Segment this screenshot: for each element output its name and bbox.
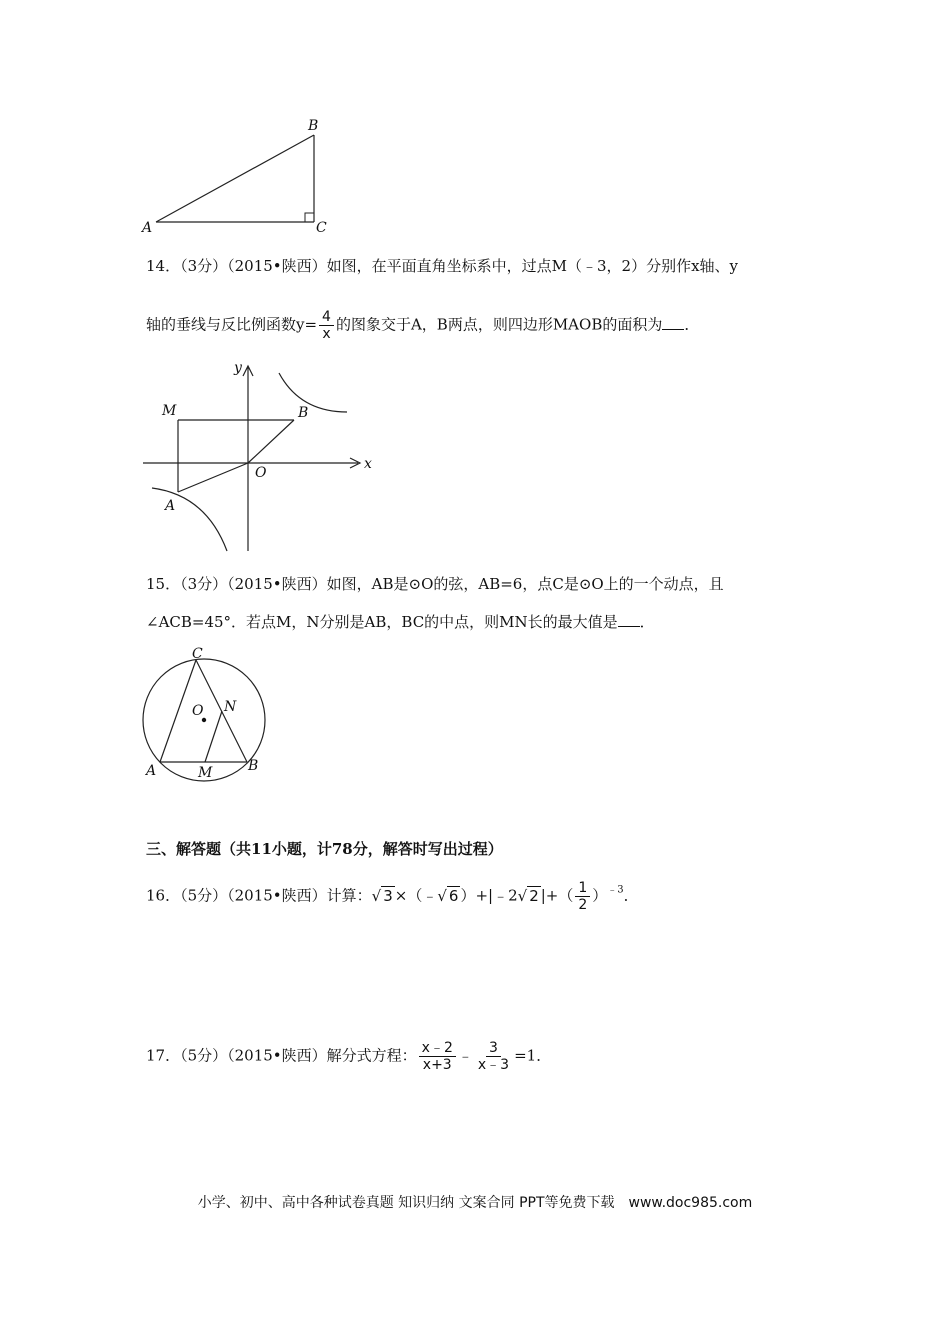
fig14-label-o: O: [255, 465, 267, 481]
q17-fraction-1: [419, 1040, 456, 1073]
section-three-title: 三、解答题（共11小题，计78分，解答时写出过程）: [146, 840, 503, 858]
q14-frac-den: x: [322, 326, 331, 342]
fig15-label-b: B: [248, 758, 259, 774]
q16-fraction: [575, 880, 590, 913]
q17-frac2-den: x﹣3: [477, 1057, 510, 1073]
fig14-label-m: M: [162, 403, 177, 419]
q16-mid3: |+（: [540, 886, 574, 905]
q14-frac-num: 4: [319, 309, 334, 326]
fig13-label-c: C: [316, 220, 327, 236]
q15-line1: 15．（3分）（2015•陕西）如图，AB是⊙O的弦，AB=6，点C是⊙O上的一个动点，且: [146, 575, 724, 593]
q17-frac2-num: 3: [486, 1040, 501, 1057]
fig15-label-c: C: [192, 646, 203, 662]
segment-ca: [160, 660, 196, 762]
q17-minus: ﹣: [457, 1046, 473, 1065]
q16-prefix: 16．（5分）（2015•陕西）计算：: [146, 886, 372, 905]
segment-mn: [205, 711, 222, 762]
q16-end: ．: [623, 886, 639, 905]
q16-rad1: 3: [383, 886, 393, 905]
q17-frac1-den: x+3: [422, 1057, 452, 1073]
q14-line1: 14．（3分）（2015•陕西）如图，在平面直角坐标系中，过点M（﹣3，2）分别作x轴、y: [146, 257, 739, 275]
q16-sqrt-3: √ 3: [371, 886, 393, 905]
q16-frac-den: 2: [578, 897, 588, 913]
q16-mid1: ×（﹣: [394, 886, 438, 905]
q17-line: [146, 1040, 551, 1073]
q14-line2-end: ．: [684, 315, 700, 334]
page-footer: 小学、初中、高中各种试卷真题 知识归纳 文案合同 PPT等免费下载 www.doc985.com: [197, 1195, 753, 1211]
fig15-label-m: M: [198, 765, 213, 781]
fig14-label-y: y: [234, 360, 242, 376]
fig14-label-b: B: [298, 405, 309, 421]
q14-line2-after: 的图象交于A，B两点，则四边形MAOB的面积为: [335, 315, 663, 334]
q16-rad2: 6: [448, 886, 459, 905]
q15-line2-text: ∠ACB=45°．若点M，N分别是AB，BC的中点，则MN长的最大值是: [146, 613, 618, 631]
fig14-label-x: x: [364, 456, 372, 472]
fig15-label-o: O: [192, 703, 204, 719]
q15-line2-end: ．: [639, 613, 655, 631]
q17-prefix: 17．（5分）（2015•陕西）解分式方程：: [146, 1046, 417, 1065]
q17-fraction-2: [475, 1040, 512, 1073]
q17-end: =1．: [514, 1046, 552, 1065]
q16-rad3: 2: [529, 886, 539, 905]
fig15-label-n: N: [224, 699, 237, 715]
q16-sqrt-2: √ 2: [517, 886, 539, 905]
q16-mid2: ）+|﹣2: [460, 886, 518, 905]
q16-mid4: ）: [592, 886, 608, 905]
q16-sqrt-6: √ 6: [437, 886, 459, 905]
q16-line: [146, 880, 639, 913]
q17-frac1-num: x﹣2: [419, 1040, 456, 1057]
q16-frac-num: 1: [575, 880, 590, 897]
q16-exponent: ﹣3: [607, 884, 624, 896]
q14-line2-before: 轴的垂线与反比例函数y=: [146, 315, 318, 334]
fig13-label-b: B: [308, 118, 319, 134]
fig13-label-a: A: [142, 220, 153, 236]
fig15-label-a: A: [146, 763, 157, 779]
fig14-label-a: A: [165, 498, 176, 514]
